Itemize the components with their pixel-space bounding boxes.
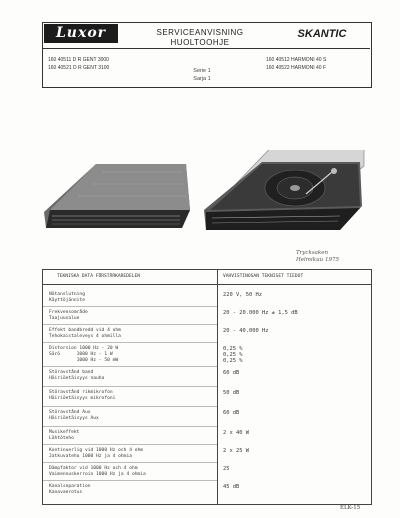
spec-label: Dämpfaktor vid 1000 Hz och 4 ohm Vaimennuskerroin 1000 Hz ja 4 ohmia xyxy=(49,466,146,477)
date-stamp xyxy=(296,250,339,264)
spec-table-header xyxy=(43,270,371,285)
spec-value: 0,25 % 0,25 % 0,25 % xyxy=(223,346,243,364)
spec-value: 220 V, 50 Hz xyxy=(223,292,262,298)
spec-value: 2 x 25 W xyxy=(223,448,249,454)
model-line: 160 40522 HARMONI 40 F xyxy=(266,65,327,71)
spec-table xyxy=(42,269,372,505)
row-divider xyxy=(43,324,217,325)
spec-label: Störavstånd rikmikrofon Häiriöetäisyys mikrofoni xyxy=(49,390,116,401)
row-divider xyxy=(43,342,217,343)
spec-value: 2 x 40 W xyxy=(223,430,249,436)
spec-value: 60 dB xyxy=(223,410,240,416)
spec-value: 20 - 20.000 Hz ± 1,5 dB xyxy=(223,310,298,316)
column-divider xyxy=(217,270,218,504)
record-player-illustration xyxy=(204,150,364,230)
col1-header: TEKNISKA DATA FÖRSTÄRKAREDELEN xyxy=(57,274,140,279)
row-divider xyxy=(43,386,217,387)
spec-value: 20 - 40.000 Hz xyxy=(223,328,269,334)
stamp-line: Trycksaken xyxy=(296,250,329,256)
spec-value: 45 dB xyxy=(223,484,240,490)
row-divider xyxy=(43,366,217,367)
row-divider xyxy=(43,306,217,307)
model-line: 160 40511 D R GENT 3000 xyxy=(48,57,109,63)
row-divider xyxy=(43,406,217,407)
row-divider xyxy=(43,462,217,463)
spec-label: Störavstånd band Häiriöetäisyys nauha xyxy=(49,370,105,381)
spec-label: Frekvensområde Taajuusalue xyxy=(49,310,88,321)
row-divider xyxy=(43,426,217,427)
serie-label xyxy=(172,67,232,83)
row-divider xyxy=(43,444,217,445)
page-number: ELK-15 xyxy=(340,505,361,511)
spec-label: Nätanslutning Käyttöjännite xyxy=(49,292,85,303)
spec-label: Störavstånd Aux Häiriöetäisyys Aux xyxy=(49,410,99,421)
serie-swedish: Serie 1 xyxy=(193,68,211,74)
title-swedish: SERVICEANVISNING xyxy=(156,28,244,37)
spec-label: Distorsion 1000 Hz - 20 W Särö 1000 Hz - 1 W 1000 Hz - 50 mW xyxy=(49,346,119,363)
spec-label: Kontinuerlig vid 1000 Hz och 4 ohm Jatkuvateho 1000 Hz ja 4 ohmia xyxy=(49,448,144,459)
models-left xyxy=(48,56,109,72)
luxor-logo: Luxor xyxy=(44,24,118,43)
row-divider xyxy=(43,480,217,481)
product-illustrations xyxy=(40,150,370,250)
header-divider xyxy=(42,48,370,49)
models-right xyxy=(266,56,326,72)
spec-label: Musikeffekt Lähtöteho xyxy=(49,430,80,441)
title-finnish: HUOLTOOHJE xyxy=(170,38,230,47)
stamp-line: Helmikuu 1975 xyxy=(296,257,339,263)
col2-header: VAHVISTINOSAN TEKNISET TIEDOT xyxy=(223,274,304,279)
skantic-logo: SKANTIC xyxy=(297,28,347,40)
model-line: 160 40521 D R GENT 3100 xyxy=(48,65,110,71)
document-title xyxy=(130,28,270,48)
spec-value: 25 xyxy=(223,466,230,472)
spec-label: Effekt bandbredd vid 4 ohm Tehokaistaleveys 4 ohmilla xyxy=(49,328,121,339)
serie-finnish: Sarja 1 xyxy=(193,76,211,82)
spec-value: 50 dB xyxy=(223,390,240,396)
model-line: 160 40512 HARMONI 40 S xyxy=(266,57,327,63)
amplifier-illustration xyxy=(44,164,190,228)
spec-value: 60 dB xyxy=(223,370,240,376)
spec-label: Kanalseparation Kanavaerotus xyxy=(49,484,91,495)
